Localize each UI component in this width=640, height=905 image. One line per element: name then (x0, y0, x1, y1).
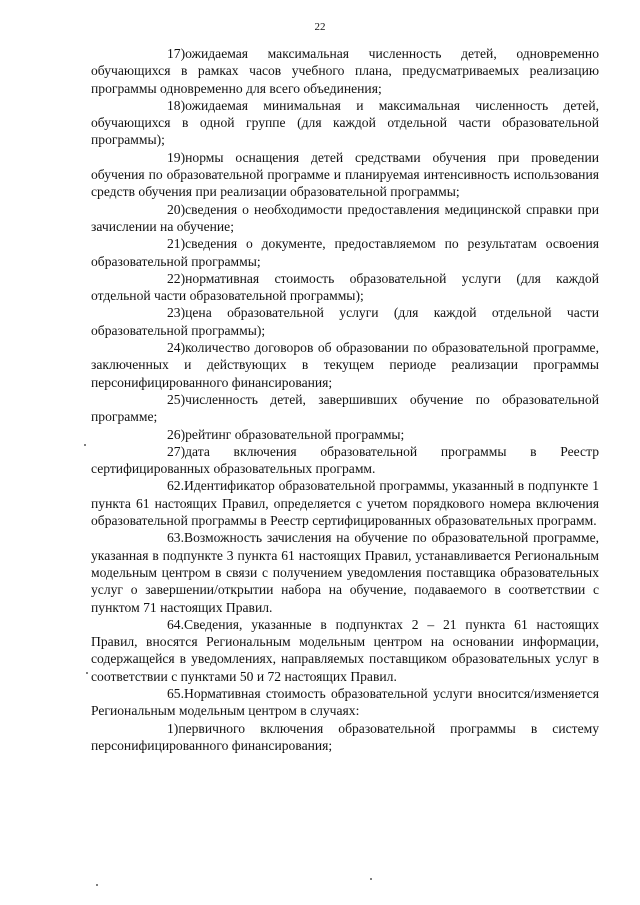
item-text: численность детей, завершивших обучение по образовательной программе; (91, 391, 599, 425)
item-text: сведения о необходимости предоставления медицинской справки при зачислении на обучение; (91, 201, 599, 234)
list-item (91, 45, 599, 97)
list-item (91, 391, 599, 426)
clause-text: Нормативная стоимость образовательной услуги вносится/изменяется Региональным модельным центром в случаях: (91, 685, 599, 719)
item-text: нормы оснащения детей средствами обучения при проведении обучения по образовательной программе и планируемая интенсивность использования средств обучения при реализации образовательной программы; (91, 149, 599, 200)
clause (91, 685, 599, 720)
clause-text: Возможность зачисления на обучение по образовательной программе, указанная в подпункте 3 пункта 61 настоящих Правил, устанавливается Региональным модельным центром в связи с получением уведомления поставщика образовательных услуг о завершении/открытии набора на обучение, подаваемого в соответствии с пунктом 71 настоящих Правил. (91, 530, 599, 615)
item-number: 19) (167, 149, 186, 165)
list-item (91, 304, 599, 339)
scan-speck (96, 884, 98, 886)
clause-number: 65. (167, 685, 184, 701)
clause-number: 62. (167, 478, 184, 494)
scan-speck (370, 878, 372, 880)
list-item (91, 443, 599, 478)
item-text: первичного включения образовательной программы в систему персонифицированного финансирования; (91, 720, 599, 753)
list-item (91, 97, 599, 149)
item-number: 22) (167, 270, 186, 286)
item-number: 24) (167, 340, 186, 356)
list-item (91, 235, 599, 270)
list-item (91, 426, 599, 443)
item-number: 21) (167, 236, 186, 252)
list-item (91, 720, 599, 755)
item-text: рейтинг образовательной программы; (185, 426, 405, 442)
scan-speck (86, 672, 88, 674)
item-text: сведения о документе, предоставляемом по результатам освоения образовательной программы; (91, 236, 599, 269)
clause-number: 64. (167, 616, 184, 632)
item-number: 27) (167, 443, 186, 459)
scan-speck (84, 444, 86, 446)
page-number: 22 (314, 21, 326, 33)
item-text: количество договоров об образовании по образовательной программе, заключенных и действующих в текущем периоде реализации программы персонифицированного финансирования; (91, 340, 599, 390)
clause-text: Сведения, указанные в подпунктах 2 – 21 пункта 61 настоящих Правил, вносятся Региональным модельным центром на основании информации, содержащейся в уведомлениях, направляемых поставщиком образовательных услуг в соответствии с пунктами 50 и 72 настоящих Правил. (91, 616, 599, 684)
item-text: цена образовательной услуги (для каждой отдельной части образовательной программы); (91, 305, 599, 338)
document-body (91, 45, 599, 754)
clause (91, 616, 599, 685)
clause (91, 477, 599, 529)
item-text: ожидаемая минимальная и максимальная численность детей, обучающихся в одной группе (для каждой отдельной части образовательной программы); (91, 97, 599, 148)
item-number: 17) (167, 46, 186, 61)
list-item (91, 149, 599, 201)
item-text: дата включения образовательной программы в Реестр сертифицированных образовательных программ. (91, 443, 599, 477)
item-number: 1) (167, 720, 179, 736)
item-text: нормативная стоимость образовательной услуги (для каждой отдельной части образовательной программы); (91, 270, 599, 304)
clause-number: 63. (167, 530, 184, 546)
item-number: 25) (167, 391, 186, 407)
item-number: 20) (167, 201, 186, 217)
item-text: ожидаемая максимальная численность детей, одновременно обучающихся в рамках часов учебного плана, предусматриваемых реализацию программы одновременно для всего объединения; (91, 46, 599, 96)
list-item (91, 201, 599, 236)
item-number: 23) (167, 305, 186, 321)
list-item (91, 339, 599, 391)
item-number: 26) (167, 426, 186, 442)
clause (91, 529, 599, 615)
clause-text: Идентификатор образовательной программы, указанный в подпункте 1 пункта 61 настоящих Правил, определяется с учетом порядкового номера включения образовательной программы в Реестр сертифицированных образовательных программ. (91, 478, 599, 529)
list-item (91, 270, 599, 305)
item-number: 18) (167, 97, 186, 113)
